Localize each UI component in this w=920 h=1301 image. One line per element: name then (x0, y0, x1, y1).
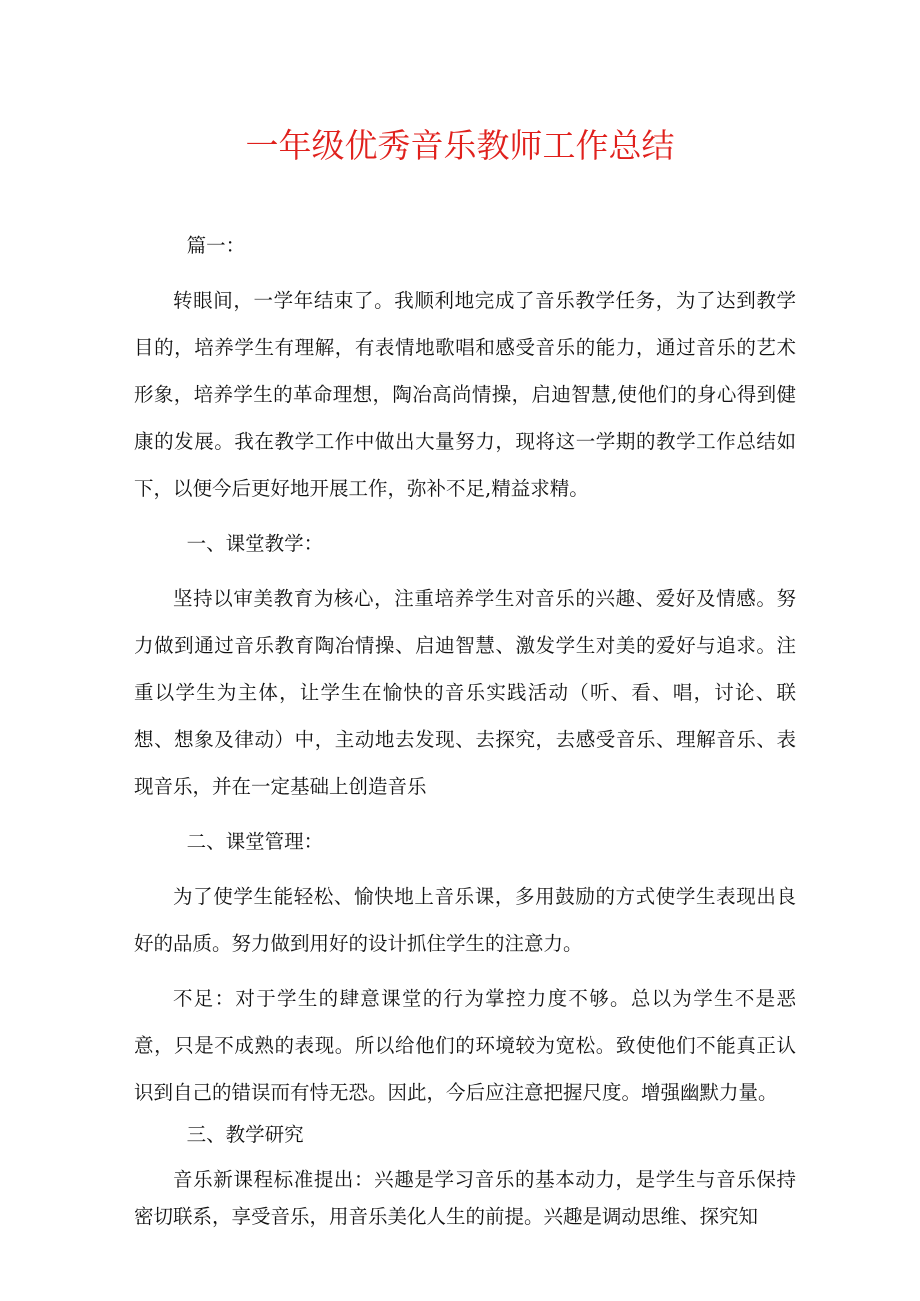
section3-paragraph: 音乐新课程标准提出：兴趣是学习音乐的基本动力，是学生与音乐保持密切联系，享受音乐，用音乐美化人生的前提。兴趣是调动思维、探究知 (134, 1168, 796, 1228)
section1-paragraph: 坚持以审美教育为核心，注重培养学生对音乐的兴趣、爱好及情感。努力做到通过音乐教育陶冶情操、启迪智慧、激发学生对美的爱好与追求。注重以学生为主体，让学生在愉快的音乐实践活动（听、看、唱，讨论、联想、想象及律动）中，主动地去发现、去探究，去感受音乐、理解音乐、表现音乐，并在一定基础上创造音乐 (134, 587, 796, 798)
spacer (134, 512, 796, 520)
spacer (134, 567, 796, 575)
spacer (134, 1153, 796, 1161)
section1-heading: 一、课堂教学： (186, 532, 324, 555)
spacer (134, 269, 796, 277)
document-title: 一年级优秀音乐教师工作总结 (245, 126, 675, 165)
intro-paragraph: 转眼间，一学年结束了。我顺利地完成了音乐教学任务，为了达到教学目的，培养学生有理解，有表情地歌唱和感受音乐的能力，通过音乐的艺术形象，培养学生的革命理想，陶冶高尚情操，启迪智慧,使他们的身心得到健康的发展。我在教学工作中做出大量努力，现将这一学期的教学工作总结如下，以便今后更好地开展工作，弥补不足,精益求精。 (134, 289, 796, 500)
section2-heading: 二、课堂管理： (186, 830, 324, 853)
spacer (134, 810, 796, 818)
document-body (134, 222, 796, 1235)
section2-shortcoming-paragraph: 不足：对于学生的肆意课堂的行为掌控力度不够。总以为学生不是恶意，只是不成熟的表现。所以给他们的环境较为宽松。致使他们不能真正认识到自己的错误而有恃无恐。因此，今后应注意把握尺度。增强幽默力量。 (134, 987, 796, 1104)
part-label: 篇一： (186, 234, 246, 257)
spacer (134, 967, 796, 975)
section3-heading: 三、教学研究 (186, 1123, 304, 1146)
section2-paragraph: 为了使学生能轻松、愉快地上音乐课，多用鼓励的方式使学生表现出良好的品质。努力做到用好的设计抓住学生的注意力。 (134, 885, 796, 955)
spacer (134, 865, 796, 873)
